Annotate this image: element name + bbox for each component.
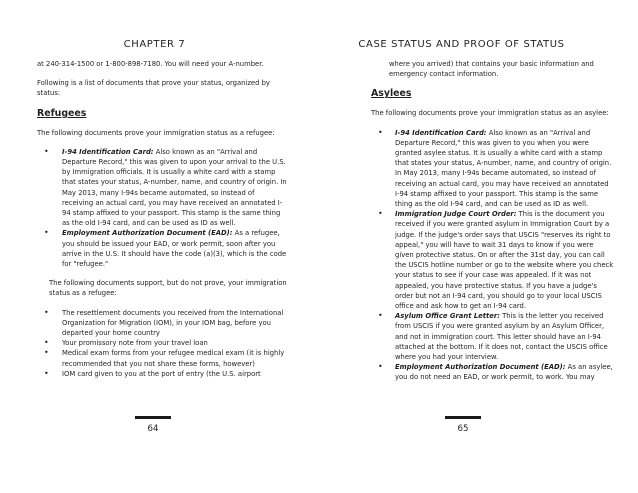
paragraph: Following is a list of documents that prove your status, organized by status: <box>37 79 270 98</box>
page-number: 65 <box>457 424 469 434</box>
list-item-term: I-94 Identification Card: <box>395 128 487 137</box>
list-item-text: Medical exam forms from your refugee medical exam (it is highly recommended that you not share these forms, however) <box>62 349 285 368</box>
list-item-term: Employment Authorization Document (EAD): <box>395 363 566 372</box>
bullet-icon: • <box>44 228 49 238</box>
bullet-icon: • <box>44 348 49 358</box>
list-item-text: Also known as an "Arrival and Departure Record," this was given to you when you were granted asylee status. It is usually a white card with a stamp that states your status, A-number, name, and country of origin. In May 2013, many I-94s became automated, so instead of receiving an actual card, you may have received an annotated I-94 stamp affixed to your passport. This stamp is the same thing as the old I-94 card, and can be used as ID as well. <box>395 128 612 209</box>
page-body <box>371 59 614 392</box>
list-item-text: As an asylee, you do not need an EAD, or work permit, to work. You may <box>395 363 613 382</box>
paragraph: where you arrived) that contains your basic information and emergency contact information. <box>389 60 594 79</box>
running-header: CASE STATUS AND PROOF OF STATUS <box>358 39 565 50</box>
list-item <box>37 308 287 339</box>
list-item <box>371 311 614 362</box>
list-item-text: As a refugee, you should be issued your EAD, or work permit, soon after you arrive in the U.S. It should have the code (a)(3), which is the code for "refugee." <box>62 229 287 269</box>
bullet-icon: • <box>44 146 49 156</box>
bullet-icon: • <box>378 209 383 219</box>
bullet-icon: • <box>378 311 383 321</box>
list-item-text: This is the letter you received from USCIS if you were granted asylum by an Asylum Officer, and not in immigration court. This letter should have an I-94 attached at the bottom. If it does not, contact the USCIS office where you had your interview. <box>395 312 608 362</box>
list-item <box>37 147 287 229</box>
list-item <box>37 228 287 269</box>
section-heading-asylees: Asylees <box>371 88 412 100</box>
bullet-list <box>37 147 287 269</box>
list-item-term: Employment Authorization Document (EAD): <box>62 229 233 238</box>
paragraph: at 240-314-1500 or 1-800-898-7180. You will need your A-number. <box>37 60 264 68</box>
list-item-term: Asylum Office Grant Letter: <box>395 312 500 321</box>
list-item-term: I-94 Identification Card: <box>62 147 154 156</box>
paragraph: The following documents prove your immigration status as a refugee: <box>37 128 275 137</box>
list-item-text: The resettlement documents you received from the International Organization for Migration (IOM), in your IOM bag, before you departed your home country <box>62 308 284 338</box>
list-item-text: Also known as an "Arrival and Departure Record," this was given to upon your arrival to the U.S. by Immigration officials. It is usually a white card with a stamp that states your status, A-number, name, and country of origin. In May 2013, many I-94s became automated, so instead of receiving an actual card, you may have received an annotated I-94 stamp affixed to your passport. This stamp is the same thing as the old I-94 card, and can be used as ID as well. <box>62 147 287 228</box>
list-item-text: Your promissory note from your travel loan <box>62 339 208 348</box>
bullet-icon: • <box>44 368 49 378</box>
list-item <box>37 369 287 379</box>
list-item <box>371 362 614 382</box>
bullet-icon: • <box>44 338 49 348</box>
list-item <box>371 209 614 311</box>
list-item <box>37 338 287 348</box>
page-number: 64 <box>147 424 159 434</box>
list-item-text: IOM card given to you at the port of entry (the U.S. airport <box>62 369 261 378</box>
list-item-term: Immigration Judge Court Order: <box>395 210 517 219</box>
footer-rule <box>135 416 171 419</box>
running-header: CHAPTER 7 <box>123 39 186 50</box>
paragraph: The following documents support, but do not prove, your immigration status as a refugee: <box>49 279 287 298</box>
list-item <box>37 348 287 368</box>
bullet-list <box>37 308 287 379</box>
page-body <box>37 59 287 388</box>
section-heading-refugees: Refugees <box>37 107 87 119</box>
bullet-list <box>371 128 614 383</box>
bullet-icon: • <box>44 307 49 317</box>
bullet-icon: • <box>378 127 383 137</box>
bullet-icon: • <box>378 362 383 372</box>
list-item <box>371 128 614 210</box>
list-item-text: This is the document you received if you were granted asylum in Immigration Court by a judge. If the judge's order says that USCIS "reserves its right to appeal," you will have to wait 31 days to know if you were given protective status. On or after the 31st day, you can call the USCIS hotline number or go to the website where you check your status to see if your case was appealed. If it was not appealed, you have protective status. If you have a judge's order but not an I-94 card, you should go to your local USCIS office and ask how to get an I-94 card. <box>395 210 614 311</box>
right-page <box>319 0 638 493</box>
footer-rule <box>445 416 481 419</box>
paragraph: The following documents prove your immigration status as an asylee: <box>371 109 609 118</box>
